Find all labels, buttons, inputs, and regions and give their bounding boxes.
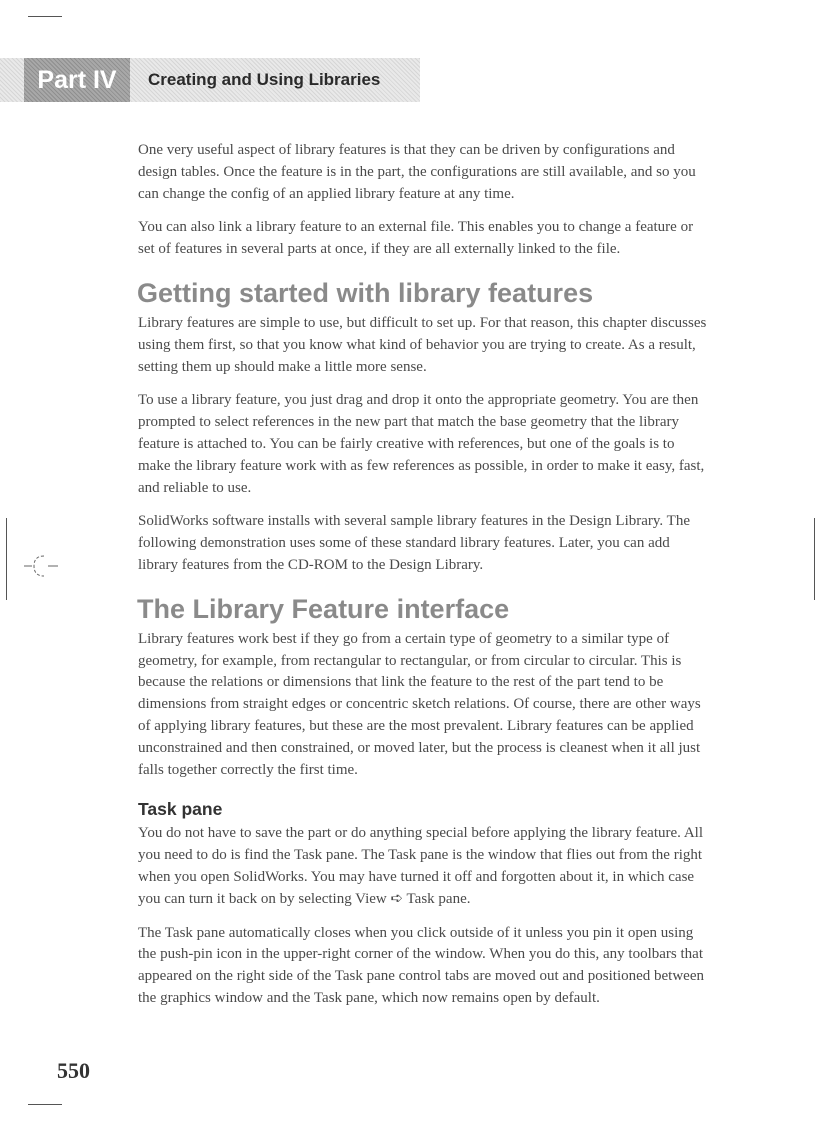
crop-mark-bottom-left <box>28 1104 62 1105</box>
intro-paragraph-1: One very useful aspect of library features is that they can be driven by configurations and design tables. Once the feature is in the part, the configurations are still available, and so you can change the config of an applied library feature at any time. <box>138 142 696 202</box>
intro-paragraph-2: You can also link a library feature to an external file. This enables you to change a feature or set of features in several parts at once, if they are all externally linked to the file. <box>138 219 694 258</box>
section2-paragraph-1: Library features work best if they go from a certain type of geometry to a similar type of geometry, for example, from rectangular to rectangular, or from circular to circular. This is because the relations or dimensions that link the feature to the rest of the part tend to be dimensions from straight edges or concentric sketch relations. Of course, there are other ways of applying library features, but these are the most prevalent. Library features can be applied unconstrained and then constrained, or moved later, but the process is cleanest when it all just falls together correctly the first time. <box>138 630 701 778</box>
crop-mark-top-left <box>28 16 62 17</box>
crop-mark-right-vertical <box>814 518 815 600</box>
section-heading-library-feature-interface: The Library Feature interface <box>137 593 510 624</box>
section1-paragraph-2: To use a library feature, you just drag and drop it onto the appropriate geometry. You are then prompted to select references in the new part that match the base geometry that the library feature is attached to. You can be fairly creative with references, but one of the goals is to make the library feature work with as few references as possible, in order to make it easy, fast, and reliable to use. <box>138 392 705 496</box>
part-title: Creating and Using Libraries <box>148 70 381 89</box>
subsection-heading-task-pane: Task pane <box>138 799 223 820</box>
crop-mark-left-vertical <box>6 518 7 600</box>
section-heading-getting-started: Getting started with library features <box>137 277 594 308</box>
subsection-paragraph-2: The Task pane automatically closes when you click outside of it unless you pin it open using the push-pin icon in the upper-right corner of the window. When you do this, any toolbars that appeared on the right side of the Task pane control tabs are moved out and positioned between the graphics window and the Task pane, which now remains open by default. <box>138 924 705 1006</box>
section1-paragraph-1: Library features are simple to use, but difficult to set up. For that reason, this chapter discusses using them first, so that you know what kind of behavior you are trying to create. As a result, setting them up should make a little more sense. <box>138 314 707 375</box>
registration-mark-icon <box>22 550 62 584</box>
page-number: 550 <box>57 1058 90 1083</box>
subsection-paragraph-1: You do not have to save the part or do anything special before applying the library feature. All you need to do is find the Task pane. The Task pane is the window that flies out from the right when you open SolidWorks. You may have turned it off and forgotten about it, in which case you can turn it back on by selecting View ➪ Task pane. <box>138 825 703 907</box>
section1-paragraph-3: SolidWorks software installs with several sample library features in the Design Library. The following demonstration uses some of these standard library features. Later, you can add library features from the CD-ROM to the Design Library. <box>138 513 690 573</box>
part-label: Part IV <box>24 58 130 102</box>
page-content <box>138 140 710 1022</box>
